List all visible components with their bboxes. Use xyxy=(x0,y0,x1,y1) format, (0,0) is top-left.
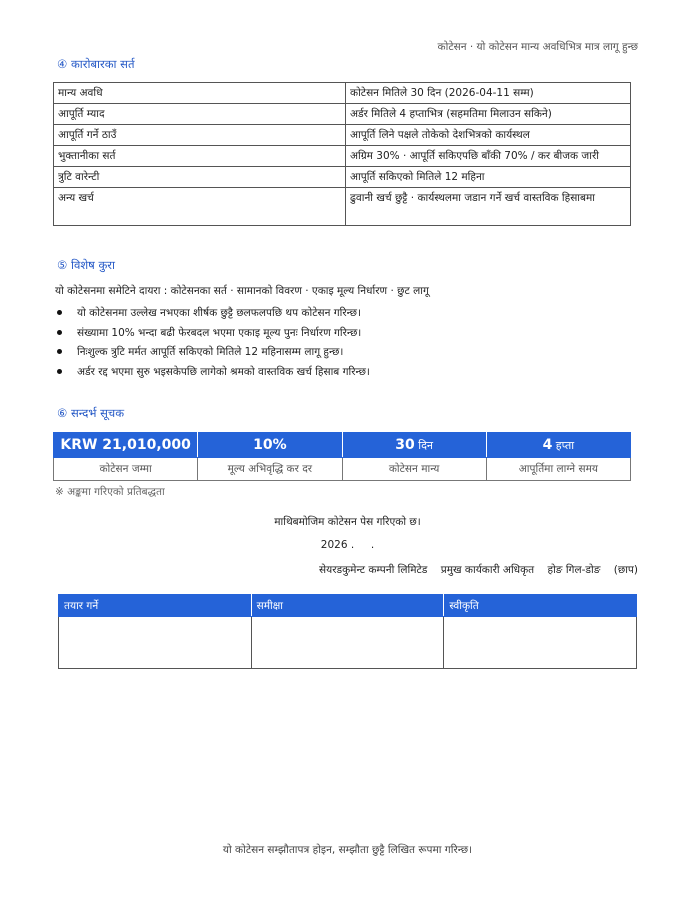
approval-cell-prepared xyxy=(59,617,252,669)
company-name: सेयरडकुमेन्ट कम्पनी लिमिटेड xyxy=(319,564,428,576)
approval-header-review: समीक्षा xyxy=(251,595,444,617)
scope-intro: यो कोटेसनमा समेटिने दायरा : कोटेसनका सर्त · सामानको विवरण · एकाइ मूल्य निर्धारण · छुट लागू xyxy=(55,285,429,297)
bullet-icon xyxy=(57,310,62,315)
footer-disclaimer: यो कोटेसन सम्झौतापत्र होइन, सम्झौता छुट्टै लिखित रूपमा गरिन्छ। xyxy=(222,844,473,856)
table-row xyxy=(54,83,631,104)
closing-date: 2026 . . xyxy=(320,539,375,551)
list-item xyxy=(55,325,655,345)
reference-indicator-table xyxy=(53,432,631,481)
indicator-label: कोटेसन जम्मा xyxy=(54,458,198,481)
commitment-note: ※ अङ्कमा गरिएको प्रतिबद्धता xyxy=(55,486,165,498)
table-row xyxy=(54,188,631,226)
terms-value: अर्डर मितिले 4 हप्ताभित्र (सहमतिमा मिलाउन सकिने) xyxy=(346,104,631,125)
table-row xyxy=(54,167,631,188)
bullet-icon xyxy=(57,330,62,335)
approval-cell-approval xyxy=(444,617,637,669)
seal-label: (छाप) xyxy=(613,564,638,576)
list-item-text: यो कोटेसनमा उल्लेख नभएका शीर्षक छुट्टै छलफलपछि थप कोटेसन गरिन्छ। xyxy=(77,307,362,319)
approval-table xyxy=(58,594,637,669)
closing-statement: माथिबमोजिम कोटेसन पेस गरिएको छ। xyxy=(274,516,421,528)
list-item xyxy=(55,344,655,364)
terms-key: त्रुटि वारेन्टी xyxy=(54,167,346,188)
terms-key: मान्य अवधि xyxy=(54,83,346,104)
approval-header-approval: स्वीकृति xyxy=(444,595,637,617)
indicator-labels-row xyxy=(54,458,631,481)
bullet-icon xyxy=(57,369,62,374)
terms-key: आपूर्ति म्याद xyxy=(54,104,346,125)
list-item xyxy=(55,364,655,384)
terms-value: ढुवानी खर्च छुट्टै · कार्यस्थलमा जडान गर्ने खर्च वास्तविक हिसाबमा xyxy=(346,188,631,226)
indicator-value-vat: 10% xyxy=(198,433,342,458)
signature-line xyxy=(309,563,638,577)
terms-value: आपूर्ति लिने पक्षले तोकेको देशभित्रको कार्यस्थल xyxy=(346,125,631,146)
table-row xyxy=(54,125,631,146)
terms-key: भुक्तानीका सर्त xyxy=(54,146,346,167)
indicator-value-total: KRW 21,010,000 xyxy=(54,433,198,458)
terms-value: कोटेसन मितिले 30 दिन (2026-04-11 सम्म) xyxy=(346,83,631,104)
list-item-text: अर्डर रद्द भएमा सुरु भइसकेपछि लागेको श्रमको वास्तविक खर्च हिसाब गरिन्छ। xyxy=(77,365,370,378)
indicator-label: मूल्य अभिवृद्धि कर दर xyxy=(198,458,342,481)
approval-signature-row xyxy=(59,617,637,669)
terms-table xyxy=(53,82,631,226)
section-title-terms: ④ कारोबारका सर्त xyxy=(57,57,135,71)
approval-header-row xyxy=(59,595,637,617)
table-row xyxy=(54,146,631,167)
terms-key: अन्य खर्च xyxy=(54,188,346,226)
table-row xyxy=(54,104,631,125)
signatory-name: होङ गिल-डोङ xyxy=(547,564,601,576)
signatory-position: प्रमुख कार्यकारी अधिकृत xyxy=(440,564,535,576)
indicator-label: आपूर्तिमा लाग्ने समय xyxy=(486,458,630,481)
list-item-text: संख्यामा 10% भन्दा बढी फेरबदल भएमा एकाइ मूल्य पुनः निर्धारण गरिन्छ। xyxy=(77,326,362,339)
indicator-value-validity: 30 दिन xyxy=(342,433,486,458)
indicator-label: कोटेसन मान्य xyxy=(342,458,486,481)
approval-header-prepared: तयार गर्ने xyxy=(59,595,252,617)
section-title-special-notes: ⑤ विशेष कुरा xyxy=(57,258,115,272)
indicator-value-delivery: 4 हप्ता xyxy=(486,433,630,458)
special-notes-list xyxy=(55,305,655,383)
terms-key: आपूर्ति गर्ने ठाउँ xyxy=(54,125,346,146)
list-item xyxy=(55,305,655,325)
terms-value: आपूर्ति सकिएको मितिले 12 महिना xyxy=(346,167,631,188)
bullet-icon xyxy=(57,349,62,354)
terms-value: अग्रिम 30% · आपूर्ति सकिएपछि बाँकी 70% / कर बीजक जारी xyxy=(346,146,631,167)
indicator-values-row xyxy=(54,433,631,458)
approval-cell-review xyxy=(251,617,444,669)
section-title-reference-indicators: ⑥ सन्दर्भ सूचक xyxy=(57,406,125,420)
list-item-text: निःशुल्क त्रुटि मर्मत आपूर्ति सकिएको मितिले 12 महिनासम्म लागू हुन्छ। xyxy=(77,346,344,358)
running-header: कोटेसन · यो कोटेसन मान्य अवधिभित्र मात्र लागू हुन्छ xyxy=(437,41,638,53)
